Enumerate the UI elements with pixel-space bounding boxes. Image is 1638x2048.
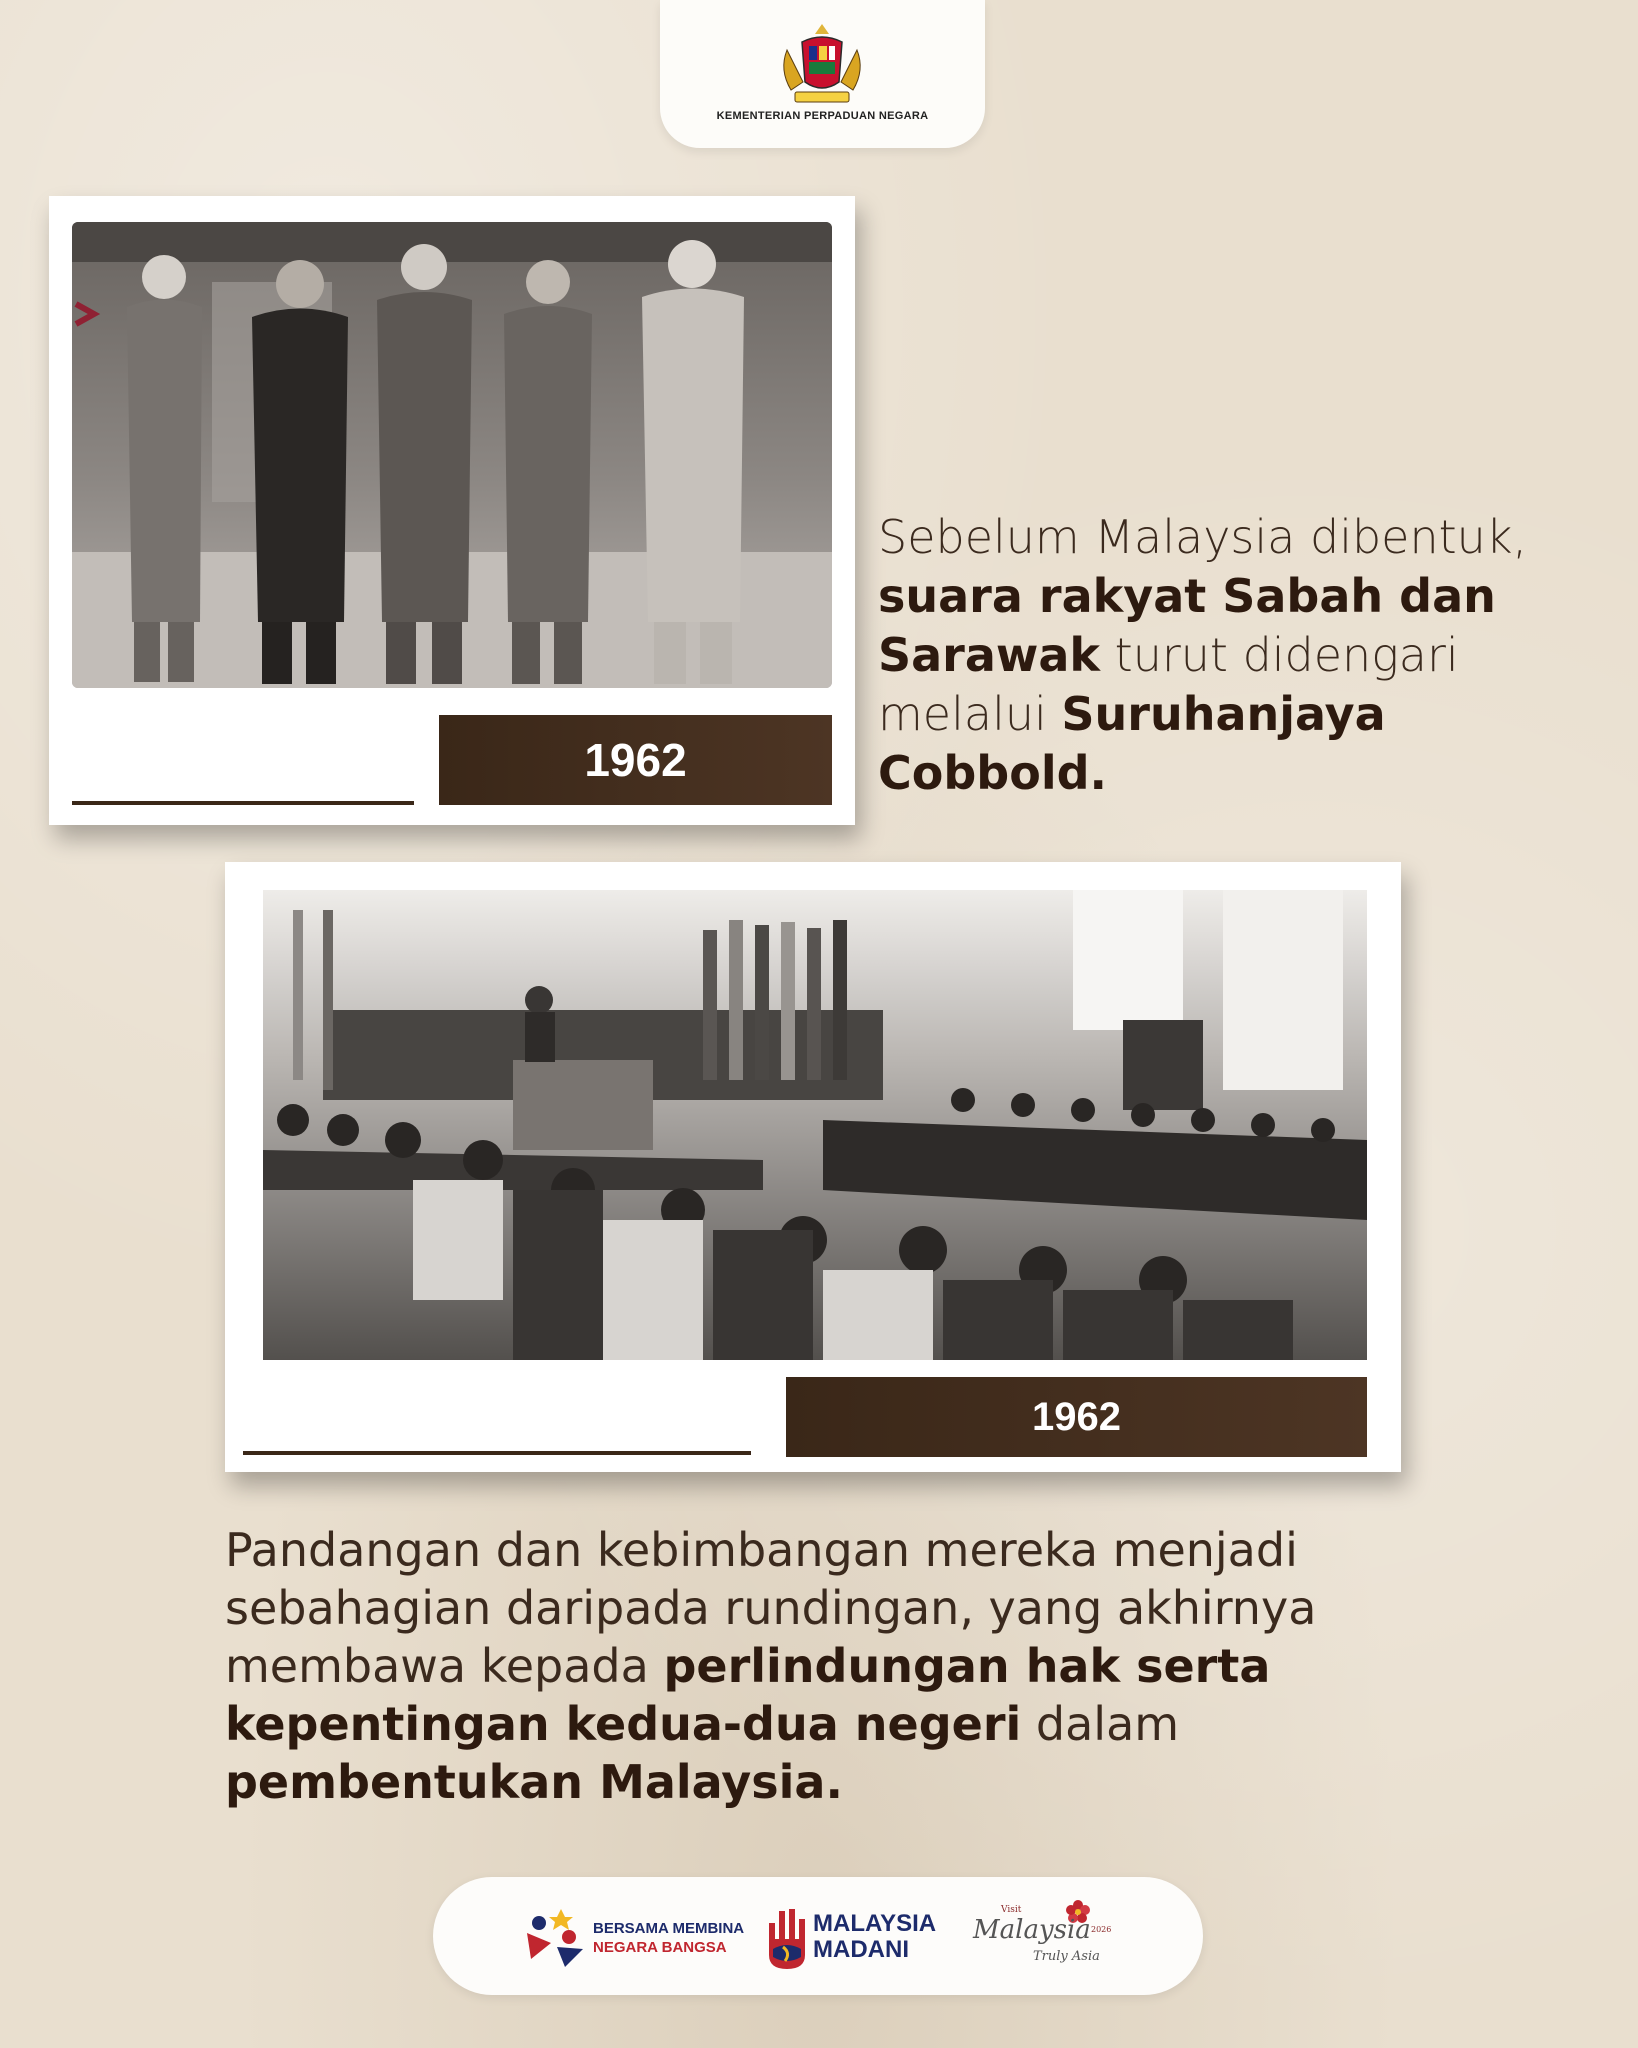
- madani-wordmark: [813, 1911, 936, 1963]
- madani-line1: MALAYSIA: [813, 1910, 937, 1937]
- decorative-underline: [72, 801, 414, 805]
- ministry-header: [660, 0, 985, 148]
- footer-logos: [433, 1877, 1203, 1995]
- intro-emphasis-sabah-sarawak: suara rakyat Sabah dan Sarawak: [878, 569, 1496, 682]
- intro-line: Sebelum Malaysia dibentuk,: [878, 510, 1528, 564]
- ministry-name: KEMENTERIAN PERPADUAN NEGARA: [716, 110, 929, 122]
- conclusion-paragraph: [225, 1521, 1475, 1811]
- conclusion-text: Pandangan dan kebimbangan mereka menjadi sebahagian daripada rundingan, yang akhirnya membawa kepada: [225, 1523, 1317, 1693]
- conclusion-mid-text: dalam: [1021, 1697, 1180, 1751]
- bersama-line2: NEGARA BANGSA: [593, 1939, 727, 1956]
- truly-asia-tagline: Truly Asia: [1033, 1949, 1100, 1964]
- bersama-membina-logo: [521, 1903, 745, 1973]
- malaysia-madani-logo: [765, 1899, 945, 1977]
- coat-of-arms-icon: [767, 20, 877, 110]
- bersama-wordmark: [593, 1919, 744, 1957]
- bersama-line1: BERSAMA MEMBINA: [593, 1920, 745, 1937]
- conclusion-emphasis-formation: pembentukan Malaysia.: [225, 1755, 843, 1809]
- decorative-underline: [243, 1451, 751, 1455]
- photo-card-cobbold-commission: [49, 196, 855, 825]
- photo-year-label: 1962: [439, 715, 832, 805]
- intro-emphasis-commission: Suruhanjaya Cobbold.: [878, 687, 1386, 800]
- photo-card-negotiation-meeting: [225, 862, 1401, 1472]
- visit-year: 2026: [1091, 1925, 1112, 1934]
- visit-malaysia-wordmark: Malaysia: [973, 1915, 1091, 1945]
- historical-photo-five-men: [72, 222, 832, 688]
- visit-word: Visit: [1001, 1905, 1022, 1915]
- intro-paragraph: [878, 508, 1598, 803]
- visit-malaysia-logo: [973, 1899, 1123, 1979]
- conclusion-emphasis-rights: perlindungan hak serta kepentingan kedua-dua negeri: [225, 1639, 1271, 1751]
- people-star-icon: [521, 1903, 591, 1973]
- historical-photo-conference-room: [263, 890, 1367, 1360]
- madani-hand-icon: [765, 1903, 809, 1971]
- photo-year-label: 1962: [786, 1377, 1367, 1457]
- intro-mid-text: turut didengari melalui: [878, 628, 1459, 741]
- madani-line2: MADANI: [813, 1936, 909, 1963]
